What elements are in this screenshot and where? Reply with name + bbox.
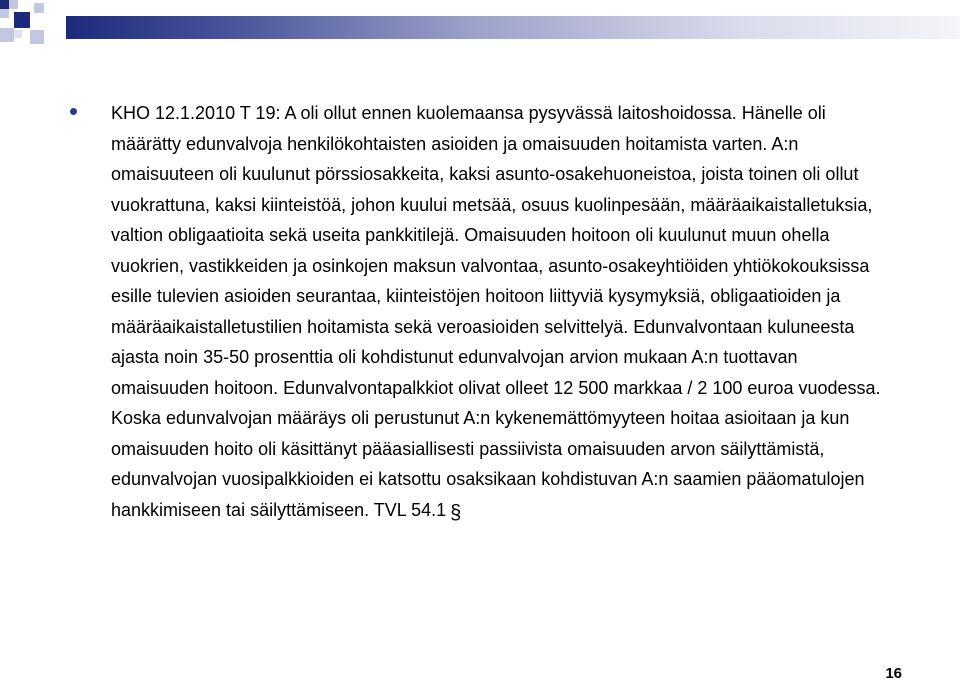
bullet-point-icon	[70, 108, 77, 115]
square-light-bottom	[30, 30, 44, 44]
square-small-right	[34, 3, 44, 13]
square-light-left	[0, 28, 14, 42]
page-number: 16	[885, 665, 902, 682]
header-gradient-bar	[66, 16, 960, 39]
square-bottom-small	[14, 30, 22, 38]
decorative-squares	[0, 0, 70, 60]
case-paragraph	[111, 98, 895, 525]
square-mid	[14, 12, 30, 28]
square-light-top	[9, 0, 18, 9]
square-dark-top	[0, 0, 9, 9]
section-symbol: §	[450, 501, 462, 524]
square-dark-left	[0, 9, 9, 18]
square-light-mid	[30, 12, 46, 28]
header-decoration	[0, 0, 960, 60]
case-reference: KHO 12.1.2010 T 19:	[111, 103, 281, 123]
case-body-text: A oli ollut ennen kuolemaansa pysyvässä laitoshoidossa. Hänelle oli määrätty edunvalvoja henkilökohtaisten asioiden ja omaisuuden hoitamista varten. A:n omaisuuteen oli kuulunut pörssiosakkeita, kaksi asunto-osakehuoneistoa, joista toinen oli ollut vuokrattuna, kaksi kiinteistöä, johon kuului metsää, osuus kuolinpesään, määräaikaistalletuksia, valtion obligaatioita sekä useita pankkitilejä. Omaisuuden hoitoon oli kuulunut muun ohella vuokrien, vastikkeiden ja osinkojen maksun valvontaa, asunto-osakeyhtiöiden yhtiökokouksissa esille tulevien asioiden seurantaa, kiinteistöjen hoitoon liittyviä kysymyksiä, obligaatioiden ja määräaikaistalletustilien hoitamista sekä veroasioiden selvittelyä. Edunvalvontaan kuluneesta ajasta noin 35-50 prosenttia oli kohdistunut edunvalvojan arvion mukaan A:n tuottavan omaisuuden hoitoon. Edunvalvontapalkkiot olivat olleet 12 500 markkaa / 2 100 euroa vuodessa. Koska edunvalvojan määräys oli perustunut A:n kykenemättömyyteen hoitaa asioitaan ja kun omaisuuden hoito oli käsittänyt pääasiallisesti passiivista omaisuuden arvon säilyttämistä, edunvalvojan vuosipalkkioiden ei katsottu osaksikaan kohdistuvan A:n saamien pääomatulojen hankkimiseen tai säilyttämiseen. TVL 54.1	[111, 103, 881, 520]
